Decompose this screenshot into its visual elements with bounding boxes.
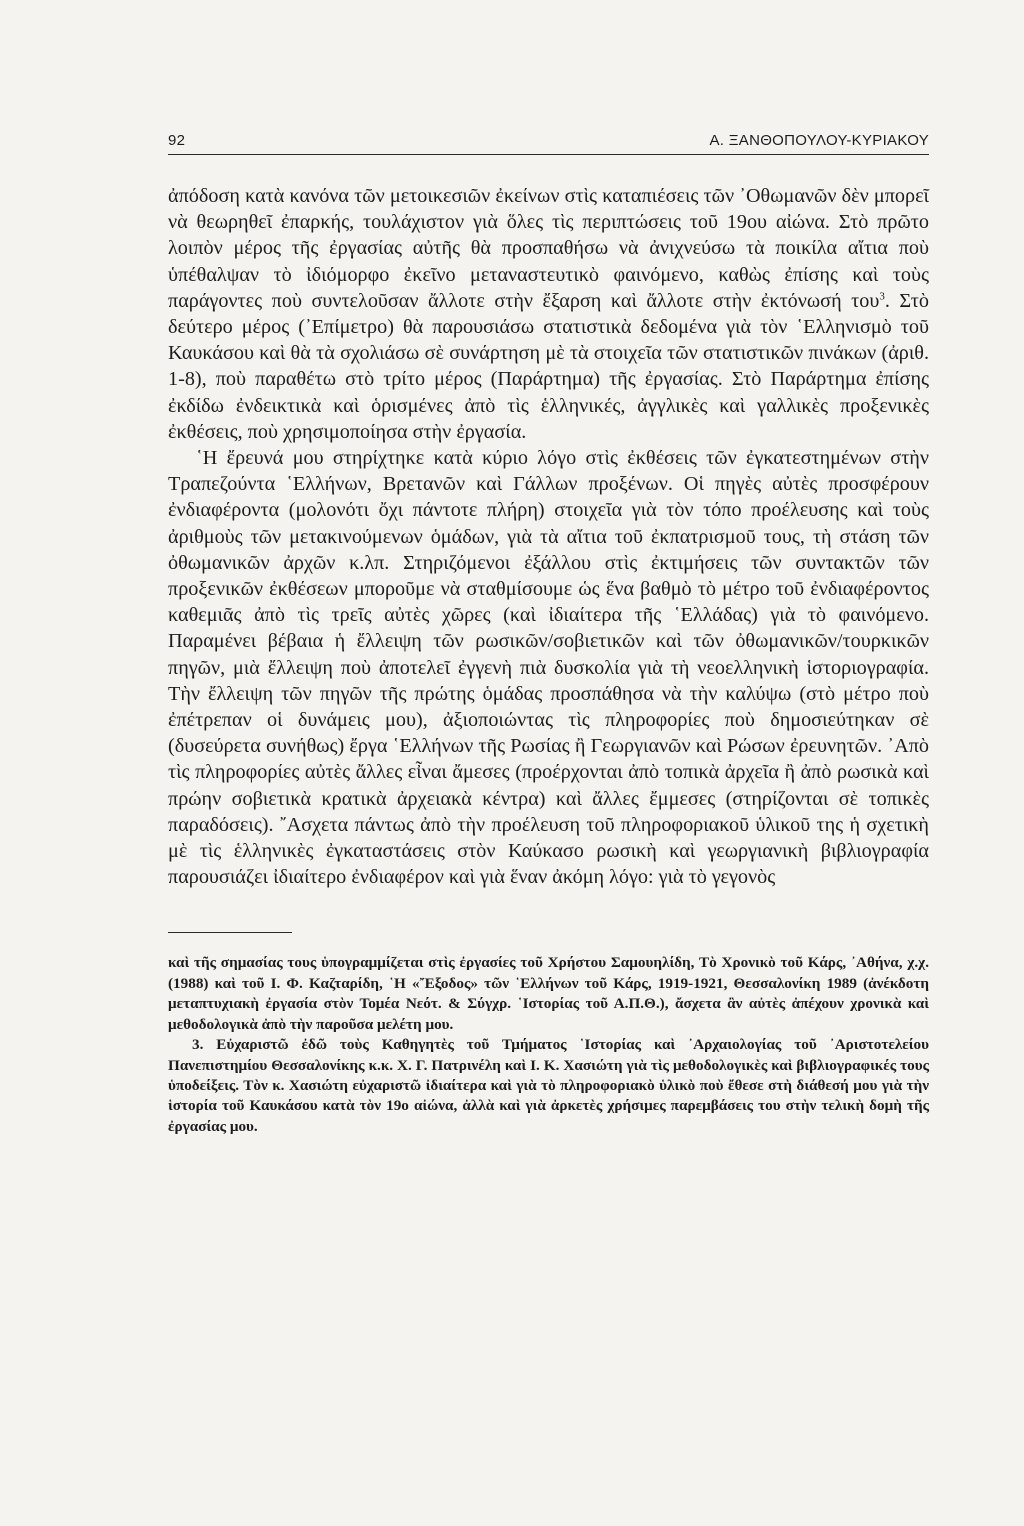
footnote-reference-3: 3 [879, 290, 885, 303]
footnote-continued: καὶ τῆς σημασίας τους ὑπογραμμίζεται στὶς ἐργασίες τοῦ Χρήστου Σαμουηλίδη, Τὸ Χρονικὸ τοῦ Κάρς, ᾿Αθήνα, χ.χ. (1988) καὶ τοῦ Ι. Φ. Καζταρίδη, ῾Η «῎Εξοδος» τῶν ῾Ελλήνων τοῦ Κάρς, 1919-1921, Θεσσαλονίκη 1989 (ἀνέκδοτη μεταπτυχιακὴ ἐργασία στὸν Τομέα Νεότ. & Σύγχρ. ῾Ιστορίας τοῦ Α.Π.Θ.), ἄσχετα ἂν αὐτὲς ἀπέχουν χρονικὰ καὶ μεθοδολογικὰ ἀπὸ τὴν παροῦσα μελέτη μου. [168, 954, 929, 1033]
footnote-3: 3. Εὐχαριστῶ ἐδῶ τοὺς Καθηγητὲς τοῦ Τμήματος ῾Ιστορίας καὶ ᾿Αρχαιολογίας τοῦ ᾿Αριστοτελείου Πανεπιστημίου Θεσσαλονίκης κ.κ. Χ. Γ. Πατρινέλη καὶ Ι. Κ. Χασιώτη γιὰ τὶς μεθοδολογικὲς καὶ βιβλιογραφικές τους ὑποδείξεις. Τὸν κ. Χασιώτη εὐχαριστῶ ἰδιαίτερα καὶ γιὰ τὸ πληροφοριακὸ ὑλικὸ ποὺ ἔθεσε στὴ διάθεσή μου γιὰ τὴν ἱστορία τοῦ Καυκάσου κατὰ τὸν 19ο αἰώνα, ἀλλὰ καὶ γιὰ ἀρκετὲς χρήσιμες παρεμβάσεις του στὴν τελικὴ δομὴ τῆς ἐργασίας μου. [168, 1036, 929, 1135]
running-header [168, 126, 929, 155]
footnotes [168, 953, 929, 1137]
page-number: 92 [168, 132, 186, 149]
paragraph-1-part-b: . Στὸ δεύτερο μέρος (᾿Επίμετρο) θὰ παρουσιάσω στατιστικὰ δεδομένα γιὰ τὸν ῾Ελληνισμὸ τοῦ Καυκάσου καὶ θὰ τὰ σχολιάσω σὲ συνάρτηση μὲ τὰ στοιχεῖα τῶν στατιστικῶν πινάκων (ἀριθ. 1-8), ποὺ παραθέτω στὸ τρίτο μέρος (Παράρτημα) τῆς ἐργασίας. Στὸ Παράρτημα ἐπίσης ἐκδίδω ἐνδεικτικὰ καὶ ὁρισμένες ἀπὸ τὶς ἑλληνικές, ἀγγλικὲς καὶ γαλλικὲς προξενικὲς ἐκθέσεις, ποὺ χρησιμοποίησα στὴν ἐργασία. [168, 289, 929, 443]
paragraph-2: ῾Η ἔρευνά μου στηρίχτηκε κατὰ κύριο λόγο στὶς ἐκθέσεις τῶν ἐγκατεστημένων στὴν Τραπεζούντα ῾Ελλήνων, Βρετανῶν καὶ Γάλλων προξένων. Οἱ πηγὲς αὐτὲς προσφέρουν ἐνδιαφέροντα (μολονότι ὄχι πάντοτε πλήρη) στοιχεῖα γιὰ τὸν τόπο προέλευσης καὶ τοὺς ἀριθμοὺς τῶν μετακινούμενων ὁμάδων, γιὰ τὰ αἴτια τοῦ ἐκπατρισμοῦ τους, τὴ στάση τῶν ὀθωμανικῶν ἀρχῶν κ.λπ. Στηριζόμενοι ἐξάλλου στὶς ἐκτιμήσεις τῶν συντακτῶν τῶν προξενικῶν ἐκθέσεων μποροῦμε νὰ σταθμίσουμε ὡς ἕνα βαθμὸ τὸ μέτρο τοῦ ἐνδιαφέροντος καθεμιᾶς ἀπὸ τὶς τρεῖς αὐτὲς χῶρες (καὶ ἰδιαίτερα τῆς ῾Ελλάδας) γιὰ τὸ φαινόμενο. Παραμένει βέβαια ἡ ἔλλειψη τῶν ρωσικῶν/σοβιετικῶν καὶ τῶν ὀθωμανικῶν/τουρκικῶν πηγῶν, μιὰ ἔλλειψη ποὺ ἀποτελεῖ ἐγγενὴ πιὰ δυσκολία γιὰ τὴ νεοελληνικὴ ἱστοριογραφία. Τὴν ἔλλειψη τῶν πηγῶν τῆς πρώτης ὁμάδας προσπάθησα νὰ τὴν καλύψω (στὸ μέτρο ποὺ ἐπέτρεπαν οἱ δυνάμεις μου), ἀξιοποιώντας τὶς πληροφορίες ποὺ δημοσιεύτηκαν σὲ (δυσεύρετα συνήθως) ἔργα ῾Ελλήνων τῆς Ρωσίας ἢ Γεωργιανῶν καὶ Ρώσων ἐρευνητῶν. ᾿Απὸ τὶς πληροφορίες αὐτὲς ἄλλες εἶναι ἄμεσες (προέρχονται ἀπὸ τοπικὰ ἀρχεῖα ἢ ἀπὸ ρωσικὰ καὶ πρώην σοβιετικὰ κρατικὰ ἀρχειακὰ κέντρα) καὶ ἄλλες ἔμμεσες (στηρίζονται σὲ τοπικὲς παραδόσεις). ῎Ασχετα πάντως ἀπὸ τὴν προέλευση τοῦ πληροφοριακοῦ ὑλικοῦ της ἡ σχετικὴ μὲ τὶς ἑλληνικὲς ἐγκαταστάσεις στὸν Καύκασο ρωσικὴ καὶ γεωργιανικὴ βιβλιογραφία παρουσιάζει ἰδιαίτερο ἐνδιαφέρον καὶ γιὰ ἕναν ἀκόμη λόγο: γιὰ τὸ γεγονὸς [168, 447, 929, 889]
main-text [168, 183, 929, 890]
paragraph-1 [168, 183, 929, 445]
paragraph-1-part-a: ἀπόδοση κατὰ κανόνα τῶν μετοικεσιῶν ἐκείνων στὶς καταπιέσεις τῶν ᾿Οθωμανῶν δὲν μπορεῖ νὰ θεωρηθεῖ ἐπαρκής, τουλάχιστον γιὰ ὅλες τὶς περιπτώσεις τοῦ 19ου αἰώνα. Στὸ πρῶτο λοιπὸν μέρος τῆς ἐργασίας αὐτῆς θὰ προσπαθήσω νὰ ἀνιχνεύσω τὰ ποικίλα αἴτια ποὺ ὑπέθαλψαν τὸ ἰδιόμορφο ἐκεῖνο μεταναστευτικὸ φαινόμενο, καθὼς ἐπίσης καὶ τοὺς παράγοντες ποὺ συντελοῦσαν ἄλλοτε στὴν ἔξαρση καὶ ἄλλοτε στὴν ἐκτόνωσή του [168, 185, 929, 312]
document-page [168, 126, 929, 1137]
footnote-separator [168, 932, 292, 933]
author-name-header: Α. ΞΑΝΘΟΠΟΥΛΟΥ-ΚΥΡΙΑΚΟΥ [709, 132, 929, 149]
